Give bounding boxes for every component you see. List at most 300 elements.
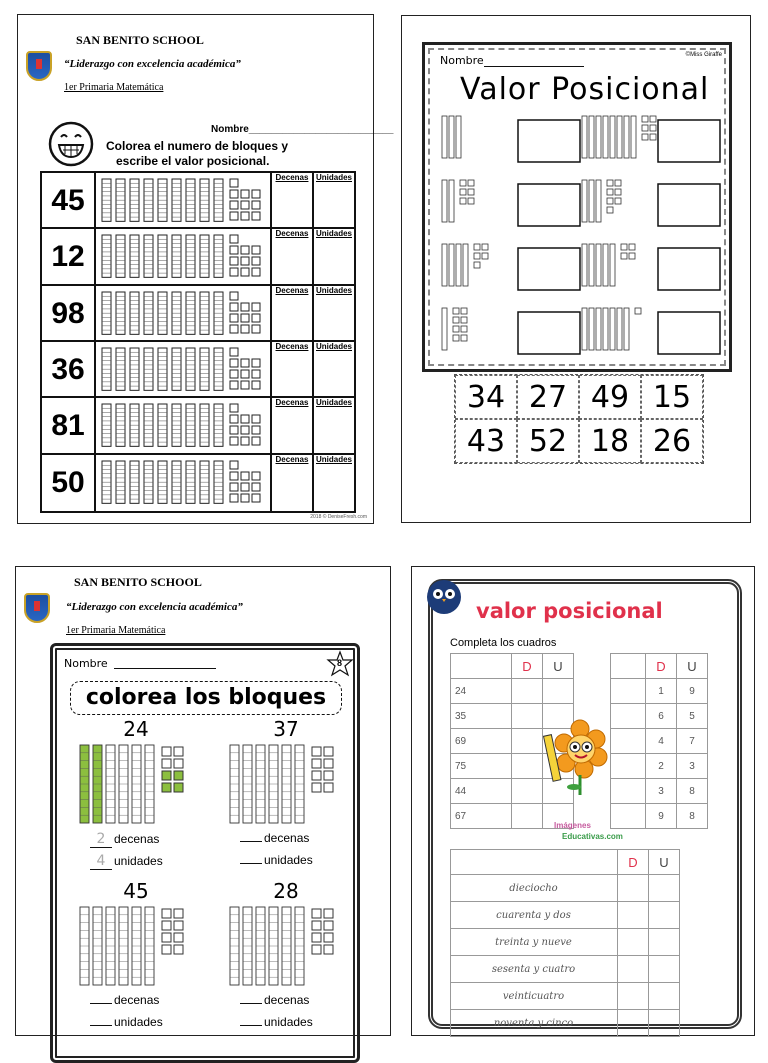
digit-cell[interactable] (618, 1010, 649, 1037)
unit-cube (174, 921, 183, 930)
table-row (451, 929, 680, 956)
units-label: Unidades (315, 398, 352, 408)
digit-cell[interactable] (649, 956, 680, 983)
units-answer-cell[interactable] (312, 173, 354, 227)
ten-rod (582, 180, 587, 222)
block-group (582, 244, 720, 290)
du-table (450, 849, 680, 1037)
unit-cube (241, 257, 249, 265)
unit-cube (252, 370, 260, 378)
unit-cube (324, 771, 333, 780)
name-line (114, 668, 216, 669)
unit-cube (615, 180, 621, 186)
unit-cube (252, 325, 260, 333)
row-number: 45 (42, 173, 96, 227)
header-col_u: U (649, 850, 680, 875)
tens-line-answer[interactable] (240, 1003, 262, 1004)
unit-cube (230, 212, 238, 220)
tens-label: Decenas (275, 173, 309, 182)
tens-line-answer[interactable] (90, 1003, 112, 1004)
school-motto: “Liderazgo con excelencia académica” (66, 601, 243, 613)
units-line-answer[interactable] (90, 1025, 112, 1026)
unit-cube (252, 257, 260, 265)
unit-cube (324, 933, 333, 942)
header-blank (611, 654, 646, 679)
unit-cube (312, 933, 321, 942)
answer-card[interactable]: 52 (517, 419, 579, 463)
unit-cube (474, 253, 480, 259)
ten-rod (442, 244, 447, 286)
unit-cube (453, 326, 459, 332)
row-label: 75 (451, 754, 512, 779)
unit-cube (230, 292, 238, 300)
unit-cube (230, 246, 238, 254)
block-group (442, 116, 580, 162)
unit-cube (252, 415, 260, 423)
unit-cube (230, 190, 238, 198)
tens-line (90, 831, 159, 848)
watermark-line-1: Imágenes (554, 821, 591, 830)
school-name: SAN BENITO SCHOOL (76, 33, 204, 47)
right-du-table (610, 653, 708, 829)
unit-cube (324, 945, 333, 954)
unit-cube (230, 381, 238, 389)
row-label (611, 779, 646, 804)
ten-rod (442, 180, 447, 222)
unit-cube (635, 308, 641, 314)
header-blank (451, 850, 618, 875)
base-ten-blocks[interactable] (98, 455, 270, 511)
tens-label: Decenas (275, 398, 309, 408)
digit-cell[interactable] (512, 729, 543, 754)
digit-cell[interactable]: 3 (677, 754, 708, 779)
unit-cube (468, 189, 474, 195)
base-ten-blocks[interactable] (98, 286, 270, 342)
table-row (42, 455, 354, 511)
units-line-answer[interactable] (240, 1025, 262, 1026)
units-line-label: unidades (114, 1015, 163, 1029)
unit-cube (241, 314, 249, 322)
block-answer-grid (442, 112, 724, 362)
digit-cell[interactable]: 8 (677, 779, 708, 804)
worksheet-title: colorea los bloques (70, 681, 342, 715)
ten-rod (442, 116, 447, 158)
row-label: 67 (451, 804, 512, 829)
school-motto: “Liderazgo con excelencia académica” (64, 58, 241, 70)
unit-cube (312, 945, 321, 954)
footer-credit: 2018 © DeniseFresh.com (310, 514, 367, 520)
unit-cube (162, 945, 171, 954)
tens-line-label: decenas (114, 832, 160, 846)
tens-answer-cell[interactable] (270, 286, 312, 340)
unit-cube (460, 189, 466, 195)
subtitle: Completa los cuadros (450, 637, 557, 649)
unit-cube (230, 235, 238, 243)
row-label: 44 (451, 779, 512, 804)
unit-cube (252, 268, 260, 276)
answer-box[interactable] (518, 248, 580, 290)
name-line (484, 66, 584, 67)
row-number: 36 (42, 342, 96, 396)
ten-rod (610, 244, 615, 286)
unit-cube (650, 116, 656, 122)
unit-cube (252, 359, 260, 367)
digit-cell[interactable]: 5 (677, 704, 708, 729)
unit-cube (312, 921, 321, 930)
digit-cell[interactable] (512, 779, 543, 804)
block-group (582, 116, 720, 162)
unit-cube (162, 783, 171, 792)
ten-rod (456, 244, 461, 286)
unit-cube (312, 783, 321, 792)
row-label: 35 (451, 704, 512, 729)
units-answer-cell[interactable] (312, 286, 354, 340)
unit-cube (162, 747, 171, 756)
smiley-icon (48, 121, 94, 167)
tens-label: Decenas (275, 454, 309, 464)
row-label: treinta y nueve (451, 929, 618, 956)
unit-cube (252, 494, 260, 502)
unit-cube (230, 426, 238, 434)
unit-cube (241, 268, 249, 276)
units-answer-cell[interactable] (312, 398, 354, 452)
base-ten-blocks[interactable] (76, 905, 202, 989)
tens-line-label: decenas (264, 831, 310, 845)
unit-cube (241, 472, 249, 480)
worksheet-completa-cuadros (411, 566, 755, 1036)
tens-answer-cell[interactable] (270, 398, 312, 452)
tens-line (240, 993, 309, 1007)
name-field-label: Nombre__________________________ (211, 124, 394, 135)
digit-cell[interactable]: 1 (646, 679, 677, 704)
units-line-label: unidades (264, 1015, 313, 1029)
unit-cube (241, 303, 249, 311)
unit-cube (174, 909, 183, 918)
unit-cube (230, 494, 238, 502)
tens-answer-cell[interactable] (270, 229, 312, 283)
unit-cube (324, 921, 333, 930)
school-name: SAN BENITO SCHOOL (74, 575, 202, 589)
table-row (611, 754, 708, 779)
grade-label: 1er Primaria Matemática (66, 625, 166, 636)
ten-rod (624, 116, 629, 158)
digit-cell[interactable] (618, 929, 649, 956)
digit-cell[interactable]: 3 (646, 779, 677, 804)
unit-cube (241, 325, 249, 333)
digit-cell[interactable] (512, 704, 543, 729)
unit-cube (642, 125, 648, 131)
unit-cube (252, 472, 260, 480)
digit-cell[interactable] (618, 983, 649, 1010)
unit-cube (615, 198, 621, 204)
unit-cube (252, 381, 260, 389)
unit-cube (230, 483, 238, 491)
unit-cube (162, 909, 171, 918)
answer-card[interactable]: 43 (455, 419, 517, 463)
star-label: 8 (337, 658, 343, 668)
unit-cube (230, 472, 238, 480)
unit-cube (461, 326, 467, 332)
table-row (42, 342, 354, 398)
answer-card[interactable]: 15 (641, 375, 703, 419)
units-answer-cell[interactable] (312, 342, 354, 396)
base-ten-blocks[interactable] (98, 342, 270, 398)
row-label: noventa y cinco (451, 1010, 618, 1037)
unit-cube (621, 253, 627, 259)
row-label: dieciocho (451, 875, 618, 902)
block-group (582, 308, 720, 354)
ten-rod (442, 308, 447, 350)
unit-cube (241, 426, 249, 434)
table-row (611, 804, 708, 829)
unit-cube (241, 190, 249, 198)
unit-cube (241, 483, 249, 491)
unit-cube (324, 759, 333, 768)
row-label (611, 679, 646, 704)
digit-cell[interactable] (543, 679, 574, 704)
digit-cell[interactable]: 9 (677, 679, 708, 704)
unit-cube (252, 190, 260, 198)
units-label: Unidades (315, 285, 352, 295)
base-ten-blocks[interactable] (98, 229, 270, 285)
unit-cube (482, 253, 488, 259)
row-label (611, 704, 646, 729)
table-row (451, 679, 574, 704)
answer-box[interactable] (658, 312, 720, 354)
tens-line (240, 831, 309, 845)
units-label: Unidades (315, 454, 352, 464)
ten-rod (449, 180, 454, 222)
unit-cube (607, 189, 613, 195)
unit-cube (174, 771, 183, 780)
digit-cell[interactable]: 9 (646, 804, 677, 829)
unit-cube (230, 404, 238, 412)
ten-rod (463, 244, 468, 286)
table-row (611, 779, 708, 804)
answer-box[interactable] (518, 120, 580, 162)
ten-rod (589, 244, 594, 286)
unit-cube (174, 759, 183, 768)
header-col_u: U (677, 654, 708, 679)
answer-card[interactable]: 49 (579, 375, 641, 419)
unit-cube (461, 335, 467, 341)
tens-answer-cell[interactable] (270, 173, 312, 227)
table-row (451, 902, 680, 929)
digit-cell[interactable]: 6 (646, 704, 677, 729)
answer-card[interactable]: 27 (517, 375, 579, 419)
unit-cube (607, 180, 613, 186)
unit-cube (324, 909, 333, 918)
table-row (451, 875, 680, 902)
table-row (611, 679, 708, 704)
digit-cell[interactable] (649, 902, 680, 929)
ten-rod (610, 116, 615, 158)
unit-cube (312, 909, 321, 918)
unit-cube (650, 125, 656, 131)
header-col_d: D (512, 654, 543, 679)
table-row (611, 704, 708, 729)
units-label: Unidades (315, 229, 352, 239)
digit-cell[interactable]: 2 (646, 754, 677, 779)
units-line (90, 853, 163, 870)
unit-cube (174, 945, 183, 954)
units-line-label: unidades (264, 853, 313, 867)
answer-box[interactable] (658, 120, 720, 162)
units-label: Unidades (315, 173, 352, 182)
answer-card[interactable]: 18 (579, 419, 641, 463)
answer-box[interactable] (518, 184, 580, 226)
unit-cube (241, 246, 249, 254)
base-ten-blocks[interactable] (98, 398, 270, 454)
answer-card[interactable]: 26 (641, 419, 703, 463)
tens-line-answer[interactable] (240, 841, 262, 842)
base-ten-blocks[interactable] (226, 743, 352, 827)
row-label (611, 804, 646, 829)
row-number: 81 (42, 398, 96, 452)
worksheet-title: Valor Posicional (460, 72, 710, 107)
answer-box[interactable] (658, 184, 720, 226)
digit-cell[interactable] (649, 875, 680, 902)
table-row (42, 398, 354, 454)
unit-cube (252, 246, 260, 254)
unit-cube (252, 314, 260, 322)
units-label: Unidades (315, 342, 352, 351)
ten-rod (449, 116, 454, 158)
unit-cube (230, 348, 238, 356)
name-label: Nombre (64, 657, 108, 670)
ten-rod (449, 244, 454, 286)
unit-cube (312, 747, 321, 756)
unit-cube (607, 207, 613, 213)
digit-cell[interactable] (618, 902, 649, 929)
ten-rod (596, 180, 601, 222)
ten-rod (617, 116, 622, 158)
item-number: 45 (123, 879, 149, 903)
table-row (451, 983, 680, 1010)
name-label: Nombre (440, 54, 484, 67)
row-label: 24 (451, 679, 512, 704)
unit-cube (615, 189, 621, 195)
header-col_d: D (646, 654, 677, 679)
worksheet-colorea-bloques (15, 566, 391, 1036)
digit-cell[interactable] (649, 929, 680, 956)
unit-cube (474, 262, 480, 268)
unit-cube (230, 415, 238, 423)
unit-cube (461, 317, 467, 323)
digit-cell[interactable] (512, 679, 543, 704)
item-number: 37 (273, 717, 299, 741)
block-item (76, 717, 206, 867)
unit-cube (252, 212, 260, 220)
block-group (442, 180, 580, 226)
unit-cube (482, 244, 488, 250)
digit-cell[interactable] (618, 956, 649, 983)
tens-line-answer[interactable]: 2 (90, 831, 112, 848)
ten-rod (456, 116, 461, 158)
row-label (611, 754, 646, 779)
units-line-answer[interactable] (240, 863, 262, 864)
digit-cell[interactable] (649, 983, 680, 1010)
unit-cube (252, 426, 260, 434)
header-blank (451, 654, 512, 679)
unit-cube (621, 244, 627, 250)
tens-answer-cell[interactable] (270, 342, 312, 396)
ten-rod (582, 244, 587, 286)
tens-label: Decenas (275, 342, 309, 351)
ten-rod (589, 180, 594, 222)
row-number: 12 (42, 229, 96, 283)
tens-answer-cell[interactable] (270, 455, 312, 511)
grade-label: 1er Primaria Matemática (64, 82, 164, 93)
worksheet-valor-posicional (401, 15, 751, 523)
item-number: 24 (123, 717, 149, 741)
units-answer-cell[interactable] (312, 229, 354, 283)
school-crest-logo (24, 593, 50, 623)
base-ten-blocks[interactable] (226, 905, 352, 989)
flower-pencil-mascot-icon (544, 717, 608, 801)
ten-rod (596, 116, 601, 158)
units-line-label: unidades (114, 854, 163, 868)
units-line-answer[interactable]: 4 (90, 853, 112, 870)
row-label: cuarenta y dos (451, 902, 618, 929)
digit-cell[interactable] (649, 1010, 680, 1037)
tens-line (90, 993, 159, 1007)
units-line (240, 1015, 313, 1029)
digit-cell[interactable]: 7 (677, 729, 708, 754)
unit-cube (241, 381, 249, 389)
answer-box[interactable] (518, 312, 580, 354)
unit-cube (230, 179, 238, 187)
ten-rod (624, 308, 629, 350)
unit-cube (230, 303, 238, 311)
unit-cube (468, 198, 474, 204)
unit-cube (162, 933, 171, 942)
base-ten-blocks[interactable] (98, 173, 270, 229)
unit-cube (468, 180, 474, 186)
answer-box[interactable] (658, 248, 720, 290)
ten-rod (582, 308, 587, 350)
unit-cube (252, 303, 260, 311)
units-answer-cell[interactable] (312, 455, 354, 511)
row-label: veinticuatro (451, 983, 618, 1010)
digit-cell[interactable]: 8 (677, 804, 708, 829)
unit-cube (642, 116, 648, 122)
unit-cube (174, 933, 183, 942)
digit-cell[interactable] (618, 875, 649, 902)
item-number: 28 (273, 879, 299, 903)
unit-cube (453, 335, 459, 341)
tens-line-label: decenas (114, 993, 160, 1007)
unit-cube (474, 244, 480, 250)
credit-label: ©Miss Giraffe (685, 52, 722, 58)
instruction-line-1: Colorea el numero de bloques y (106, 139, 289, 153)
digit-cell[interactable] (512, 804, 543, 829)
tens-label: Decenas (275, 285, 309, 295)
block-group (442, 308, 580, 354)
row-number: 50 (42, 455, 96, 511)
watermark-line-2: Educativas.com (562, 832, 623, 841)
ten-rod (589, 116, 594, 158)
unit-cube (461, 308, 467, 314)
unit-cube (324, 747, 333, 756)
digit-cell[interactable]: 4 (646, 729, 677, 754)
digit-cell[interactable] (512, 754, 543, 779)
answer-card[interactable]: 34 (455, 375, 517, 419)
base-ten-blocks[interactable] (76, 743, 202, 827)
units-line (240, 853, 313, 867)
unit-cube (324, 783, 333, 792)
ten-rod (603, 244, 608, 286)
